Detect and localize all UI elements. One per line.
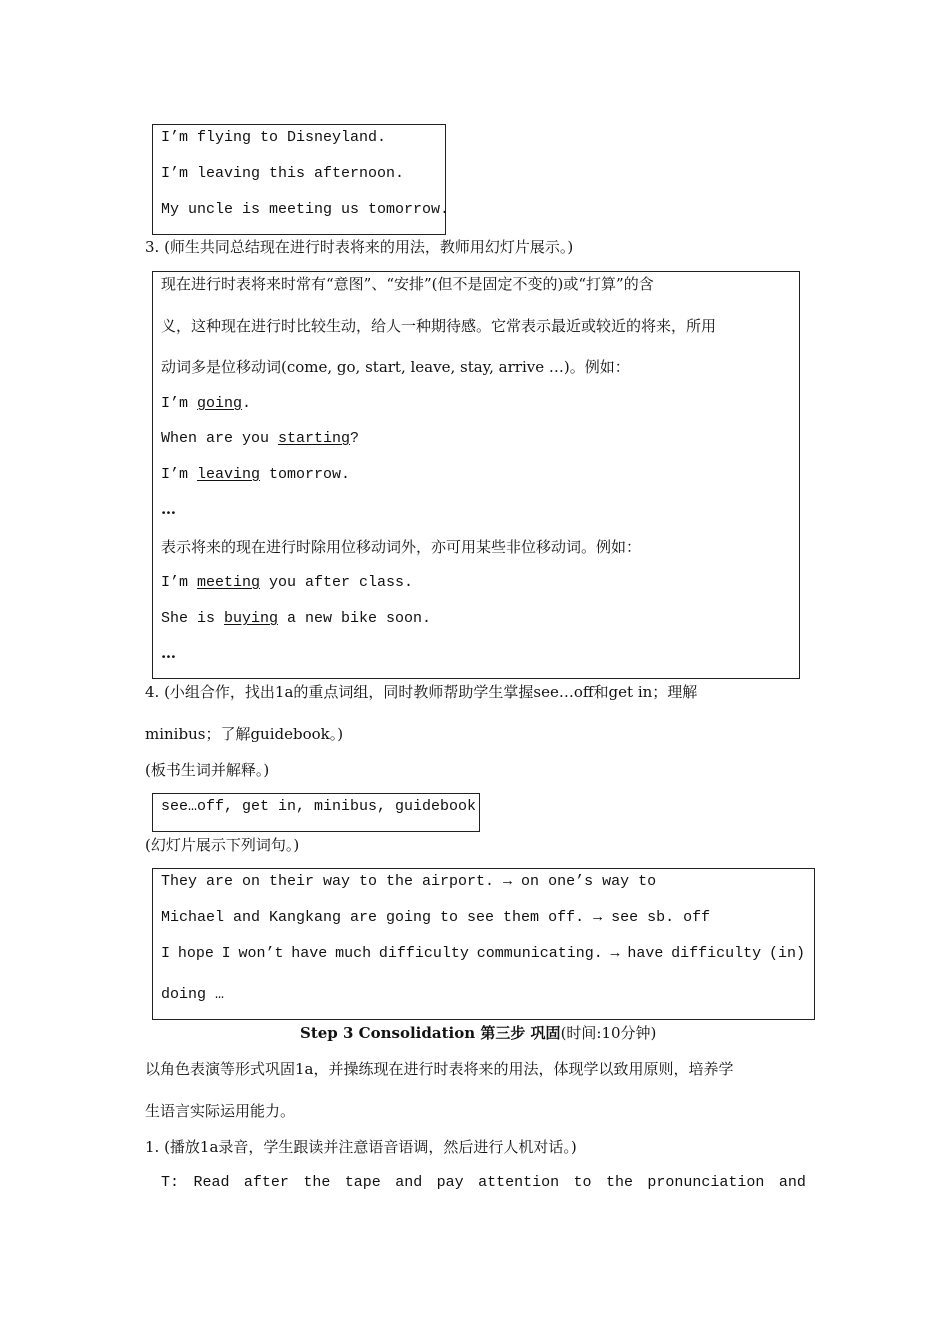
vocabulary-list: see…off, get in, minibus, guidebook: [161, 798, 477, 815]
example-going: I’m going.: [161, 395, 252, 412]
phrase-sentence: I hope I won’t have much difficulty communicating. → have difficulty (in): [161, 945, 805, 962]
step-heading: [300, 1023, 656, 1043]
example-starting: When are you starting?: [161, 430, 360, 447]
example-sentence: I’m leaving this afternoon.: [161, 165, 405, 182]
example-sentence: My uncle is meeting us tomorrow.: [161, 201, 450, 218]
explanation-line: 表示将来的现在进行时除用位移动词外，亦可用某些非位移动词。例如：: [161, 538, 642, 556]
instruction-item-4-cont: minibus；了解guidebook。): [145, 725, 344, 743]
step-title: Step 3 Consolidation 第三步 巩固: [300, 1024, 561, 1042]
instruction-item-1: 1. (播放1a录音，学生跟读并注意语音语调，然后进行人机对话。): [145, 1138, 577, 1156]
explanation-line: 义，这种现在进行时比较生动，给人一种期待感。它常表示最近或较近的将来，所用: [161, 317, 717, 335]
example-buying: She is buying a new bike soon.: [161, 610, 432, 627]
slide-note: (幻灯片展示下列词句。): [145, 836, 300, 854]
teacher-line: T: Read after the tape and pay attention to the pronunciation and: [161, 1174, 806, 1191]
step-intro: 以角色表演等形式巩固1a，并操练现在进行时表将来的用法，体现学以致用原则，培养学: [145, 1060, 734, 1078]
underlined-verb: buying: [224, 610, 279, 627]
instruction-item-3: 3. (师生共同总结现在进行时表将来的用法，教师用幻灯片展示。): [145, 238, 574, 256]
ellipsis: …: [161, 500, 176, 518]
phrase-sentence: Michael and Kangkang are going to see them off. → see sb. off: [161, 909, 711, 926]
underlined-verb: leaving: [197, 466, 261, 483]
underlined-verb: starting: [278, 430, 351, 447]
example-sentence: I’m flying to Disneyland.: [161, 129, 387, 146]
ellipsis: …: [161, 644, 176, 662]
step-intro-cont: 生语言实际运用能力。: [145, 1102, 296, 1120]
step-time: (时间:10分钟): [560, 1024, 657, 1042]
explanation-line: 动词多是位移动词(come, go, start, leave, stay, arrive …)。例如：: [161, 358, 630, 376]
blackboard-note: (板书生词并解释。): [145, 761, 270, 779]
phrase-sentence: They are on their way to the airport. → on one’s way to: [161, 873, 657, 890]
explanation-line: 现在进行时表将来时常有“意图”、“安排”(但不是固定不变的)或“打算”的含: [161, 275, 654, 293]
example-meeting: I’m meeting you after class.: [161, 574, 414, 591]
underlined-verb: going: [197, 395, 243, 412]
instruction-item-4: 4. (小组合作，找出1a的重点词组，同时教师帮助学生掌握see…off和get in；理解: [145, 683, 698, 701]
phrase-sentence-cont: doing …: [161, 986, 225, 1003]
example-leaving: I’m leaving tomorrow.: [161, 466, 351, 483]
underlined-verb: meeting: [197, 574, 261, 591]
